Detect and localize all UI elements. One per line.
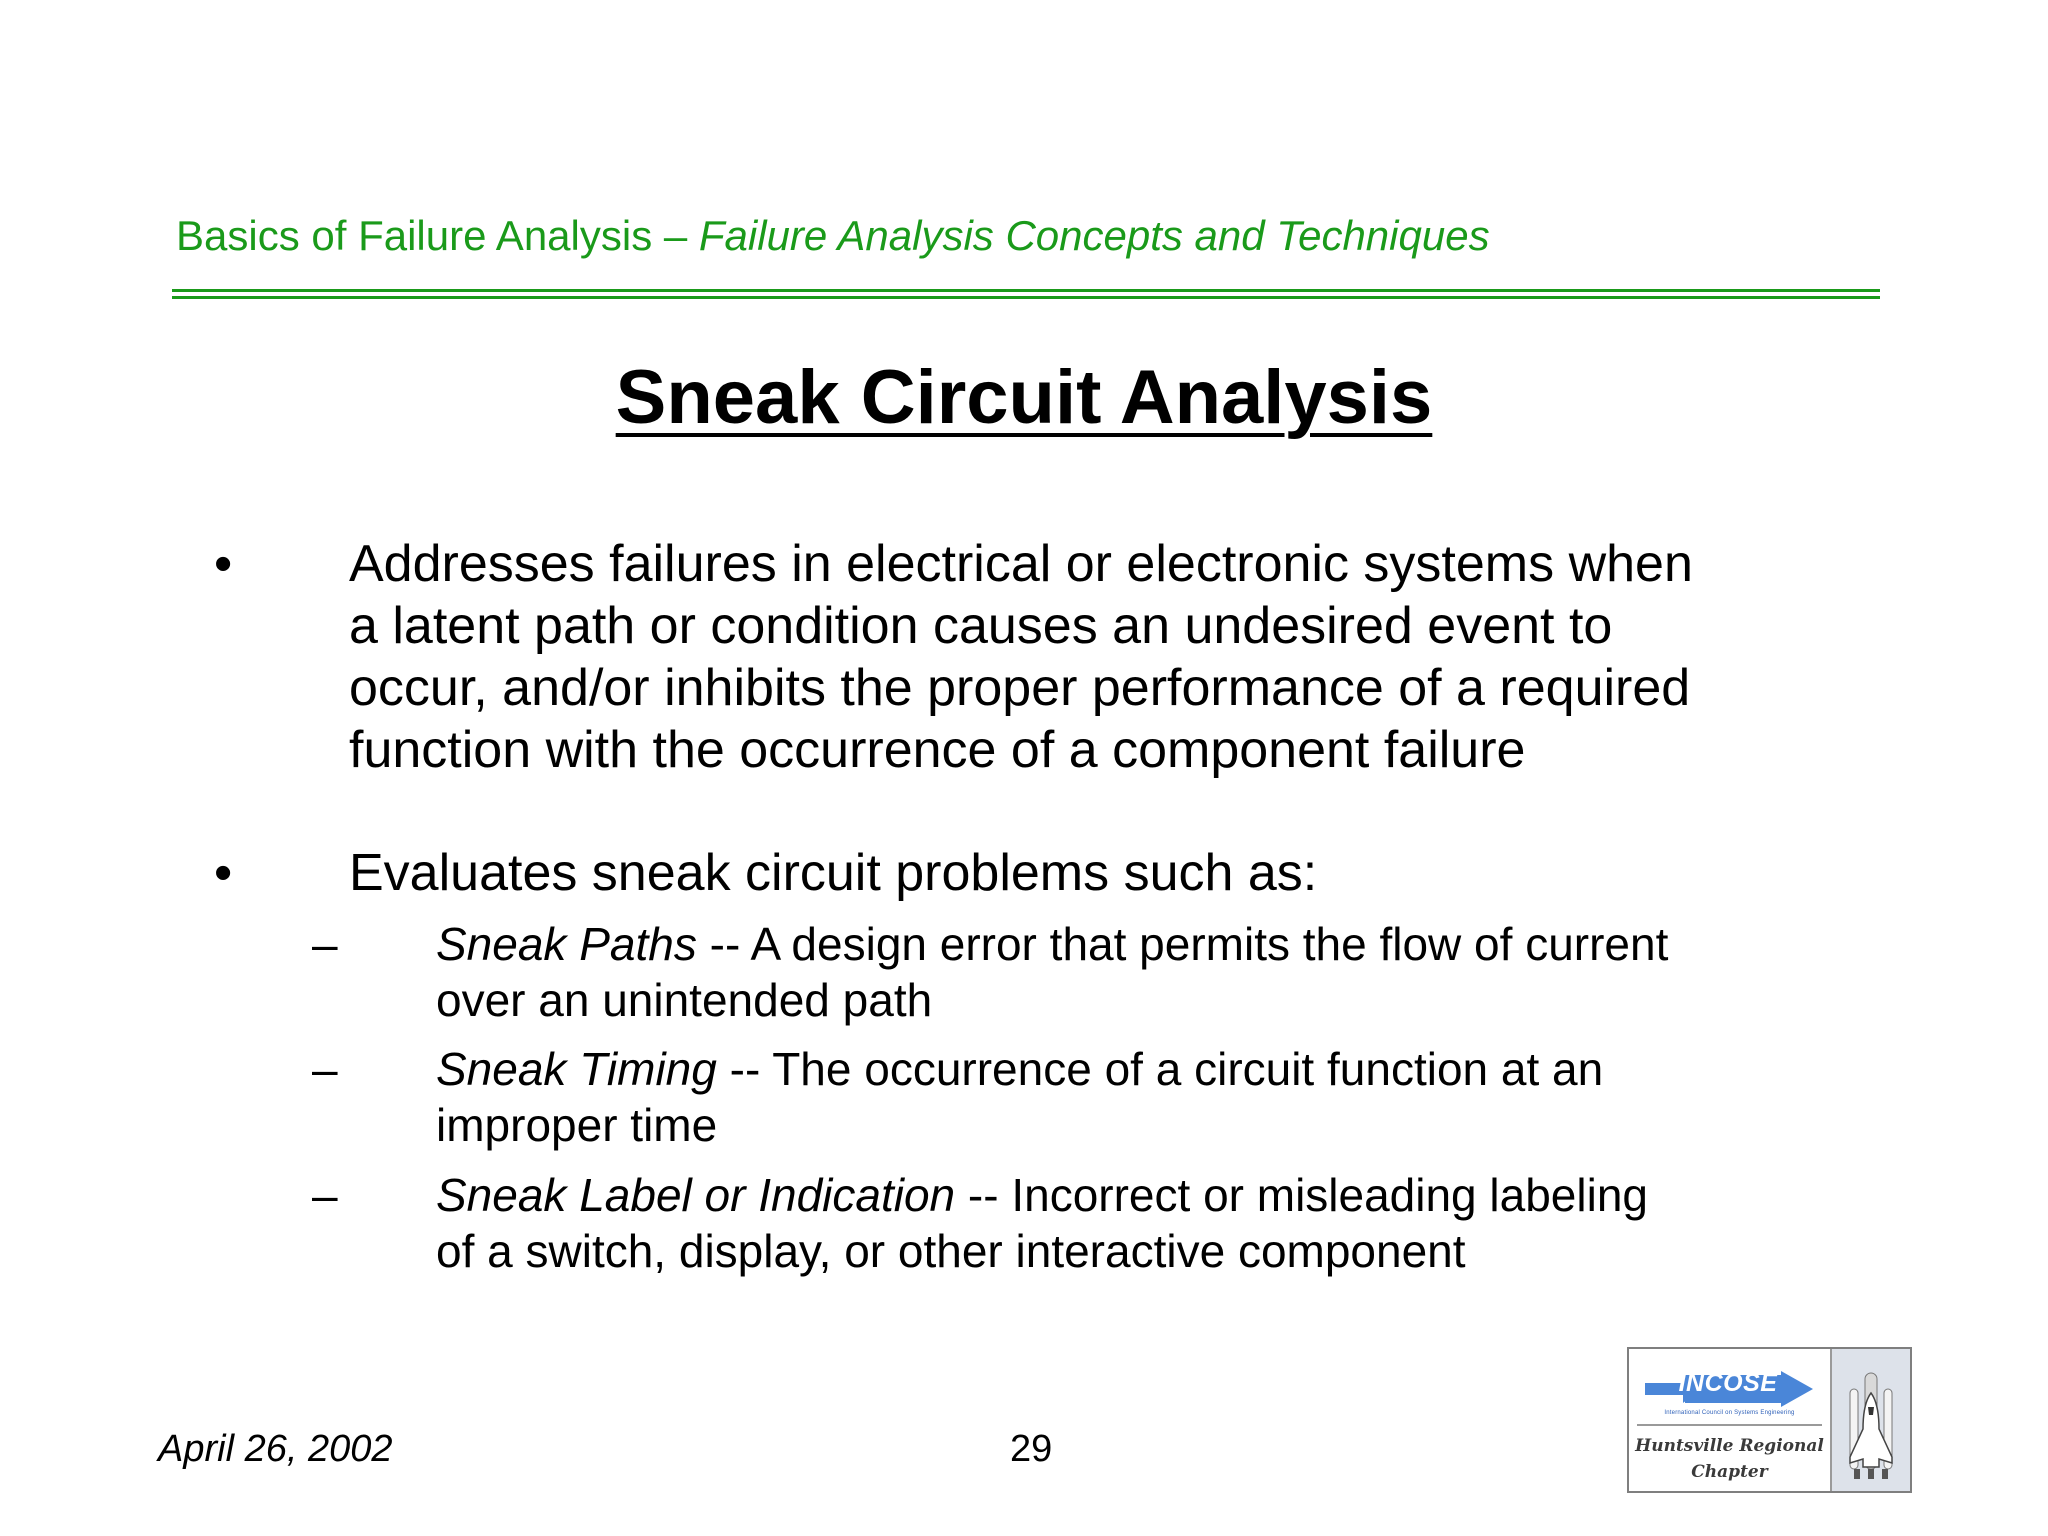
logo-tagline: International Council on Systems Engineering bbox=[1664, 1410, 1795, 1416]
bullet-1-line-2: a latent path or condition causes an undesired event to bbox=[349, 597, 1613, 655]
subitem-1-term: Sneak Paths bbox=[436, 918, 697, 970]
footer-date: April 26, 2002 bbox=[158, 1428, 393, 1470]
header-rule-top bbox=[172, 289, 1880, 292]
subitem-marker-2: – bbox=[312, 1043, 338, 1095]
logo-chapter-name bbox=[1635, 1433, 1824, 1485]
subitem-marker-1: – bbox=[312, 918, 338, 970]
slide-title: Sneak Circuit Analysis bbox=[615, 355, 1433, 440]
header-main: Basics of Failure Analysis – bbox=[176, 212, 699, 259]
logo-chapter-line-1: Huntsville Regional bbox=[1635, 1436, 1824, 1456]
logo-chapter-line-2: Chapter bbox=[1691, 1462, 1768, 1482]
subitem-3-rest: -- Incorrect or misleading labeling bbox=[955, 1169, 1648, 1221]
logo-image-panel bbox=[1832, 1349, 1910, 1491]
subitem-2-rest: -- The occurrence of a circuit function at an bbox=[716, 1043, 1604, 1095]
subitem-text-2 bbox=[436, 1041, 1876, 1153]
logo-text-panel bbox=[1629, 1349, 1832, 1491]
logo-divider bbox=[1637, 1424, 1822, 1426]
header-subtitle: Failure Analysis Concepts and Techniques bbox=[698, 212, 1490, 259]
space-shuttle-icon bbox=[1832, 1349, 1910, 1491]
subitem-1-line-1 bbox=[436, 916, 1876, 972]
subitem-text-3 bbox=[436, 1167, 1876, 1279]
bullet-1-line-1: Addresses failures in electrical or electronic systems when bbox=[349, 535, 1693, 593]
logo-wordmark: INCOSE bbox=[1678, 1369, 1778, 1397]
subitem-marker-3: – bbox=[312, 1169, 338, 1221]
subitem-2-line-1 bbox=[436, 1041, 1876, 1097]
subitem-2-line-2: improper time bbox=[436, 1099, 718, 1151]
bullet-1-line-4: function with the occurrence of a component failure bbox=[349, 721, 1526, 779]
bullet-marker-1: • bbox=[214, 535, 233, 593]
subitem-3-line-1 bbox=[436, 1167, 1876, 1223]
page-number: 29 bbox=[1010, 1428, 1053, 1470]
subitem-text-1 bbox=[436, 916, 1876, 1028]
incose-chapter-logo bbox=[1627, 1347, 1912, 1493]
subitem-3-term: Sneak Label or Indication bbox=[436, 1169, 956, 1221]
subitem-1-line-2: over an unintended path bbox=[436, 974, 933, 1026]
bullet-marker-2: • bbox=[214, 844, 233, 902]
header-rule-bottom bbox=[172, 296, 1880, 299]
slide-header bbox=[176, 212, 1490, 260]
bullet-text-2 bbox=[349, 842, 1909, 904]
subitem-2-term: Sneak Timing bbox=[436, 1043, 717, 1095]
subitem-1-rest: -- A design error that permits the flow of current bbox=[696, 918, 1669, 970]
subitem-3-line-2: of a switch, display, or other interactive component bbox=[436, 1225, 1466, 1277]
bullet-2-line-1: Evaluates sneak circuit problems such as: bbox=[349, 844, 1318, 902]
bullet-1-line-3: occur, and/or inhibits the proper performance of a required bbox=[349, 659, 1691, 717]
bullet-text-1 bbox=[349, 533, 1909, 781]
